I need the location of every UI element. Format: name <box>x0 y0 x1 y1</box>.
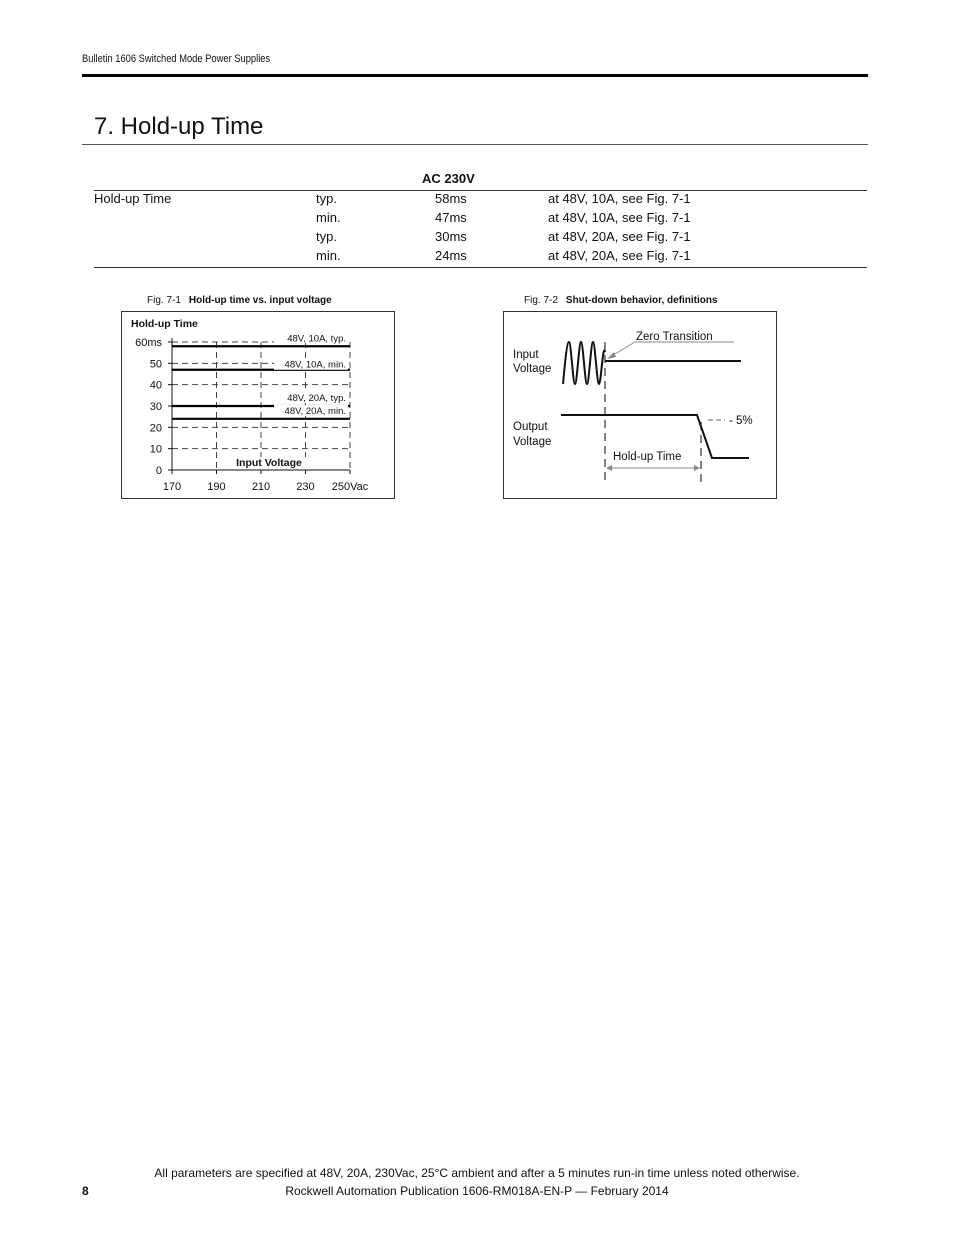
spec-qualifier: min. <box>316 210 341 225</box>
chart-title: Hold-up Time <box>131 318 198 330</box>
output-voltage-label-2: Voltage <box>513 436 552 448</box>
input-voltage-label-1: Input <box>513 349 539 361</box>
zero-transition-arrowhead <box>607 352 616 359</box>
series-label: 48V, 10A, typ. <box>287 333 346 345</box>
spec-qualifier: min. <box>316 248 341 263</box>
running-header: Bulletin 1606 Switched Mode Power Supplies <box>82 53 271 65</box>
fig2-diagram-frame <box>503 311 777 499</box>
y-tick-label: 20 <box>149 422 162 435</box>
table-rule-bottom <box>94 267 867 268</box>
input-voltage-label-2: Voltage <box>513 363 552 375</box>
footer-note: All parameters are specified at 48V, 20A, 230Vac, 25°C ambient and after a 5 minutes run-in time unless noted otherwise. <box>154 1166 800 1180</box>
spec-value: 58ms <box>435 191 467 206</box>
fig2-label: Fig. 7-2 <box>524 295 558 306</box>
x-tick-label: 170 <box>162 481 182 493</box>
series-label: 48V, 20A, min. <box>284 405 346 417</box>
spec-qualifier: typ. <box>316 191 337 206</box>
spec-condition: at 48V, 20A, see Fig. 7-1 <box>548 229 691 244</box>
y-tick-label: 60ms <box>135 337 162 349</box>
fig1-label: Fig. 7-1 <box>147 295 181 306</box>
header-rule <box>82 74 868 77</box>
fig1-chart-frame <box>121 311 395 499</box>
fig2-caption <box>524 295 718 306</box>
section-title: 7. Hold-up Time <box>94 113 264 140</box>
fig1-title: Hold-up time vs. input voltage <box>188 295 332 306</box>
y-tick-label: 0 <box>155 465 162 477</box>
title-rule <box>82 144 868 145</box>
fig2-title: Shut-down behavior, definitions <box>565 295 718 306</box>
table-row <box>94 229 867 248</box>
input-sine-wave <box>563 342 605 384</box>
footer-publication: Rockwell Automation Publication 1606-RM018A-EN-P — February 2014 <box>285 1184 669 1198</box>
table-row <box>94 191 867 210</box>
hold-up-time-chart <box>122 312 394 498</box>
spec-condition: at 48V, 10A, see Fig. 7-1 <box>548 191 691 206</box>
zero-transition-label: Zero Transition <box>636 331 713 343</box>
x-tick-label: 250Vac <box>331 481 369 493</box>
y-tick-label: 10 <box>149 443 162 456</box>
y-tick-label: 50 <box>149 358 162 371</box>
hold-up-arrow-right <box>694 465 700 471</box>
fig1-caption <box>147 295 332 306</box>
spec-value: 47ms <box>435 210 467 225</box>
page-number: 8 <box>82 1184 89 1198</box>
spec-column-header: AC 230V <box>422 171 475 186</box>
spec-condition: at 48V, 20A, see Fig. 7-1 <box>548 248 691 263</box>
x-tick-label: 190 <box>207 481 226 493</box>
hold-up-arrow-left <box>606 465 612 471</box>
spec-parameter: Hold-up Time <box>94 191 172 206</box>
table-row <box>94 248 867 267</box>
x-tick-label: 210 <box>251 481 271 493</box>
shutdown-diagram <box>504 312 776 498</box>
y-tick-label: 40 <box>149 379 162 392</box>
series-label: 48V, 20A, typ. <box>287 393 346 404</box>
series-label: 48V, 10A, min. <box>284 359 346 371</box>
spec-value: 24ms <box>435 248 467 263</box>
spec-condition: at 48V, 10A, see Fig. 7-1 <box>548 210 691 225</box>
x-tick-label: 230 <box>296 481 315 493</box>
y-tick-label: 30 <box>149 401 162 413</box>
spec-value: 30ms <box>435 229 467 244</box>
minus-5pct-label: - 5% <box>729 415 753 427</box>
chart-xlabel: Input Voltage <box>236 457 302 469</box>
spec-qualifier: typ. <box>316 229 337 244</box>
output-voltage-label-1: Output <box>513 421 548 433</box>
table-row <box>94 210 867 229</box>
hold-up-time-label: Hold-up Time <box>613 451 682 463</box>
